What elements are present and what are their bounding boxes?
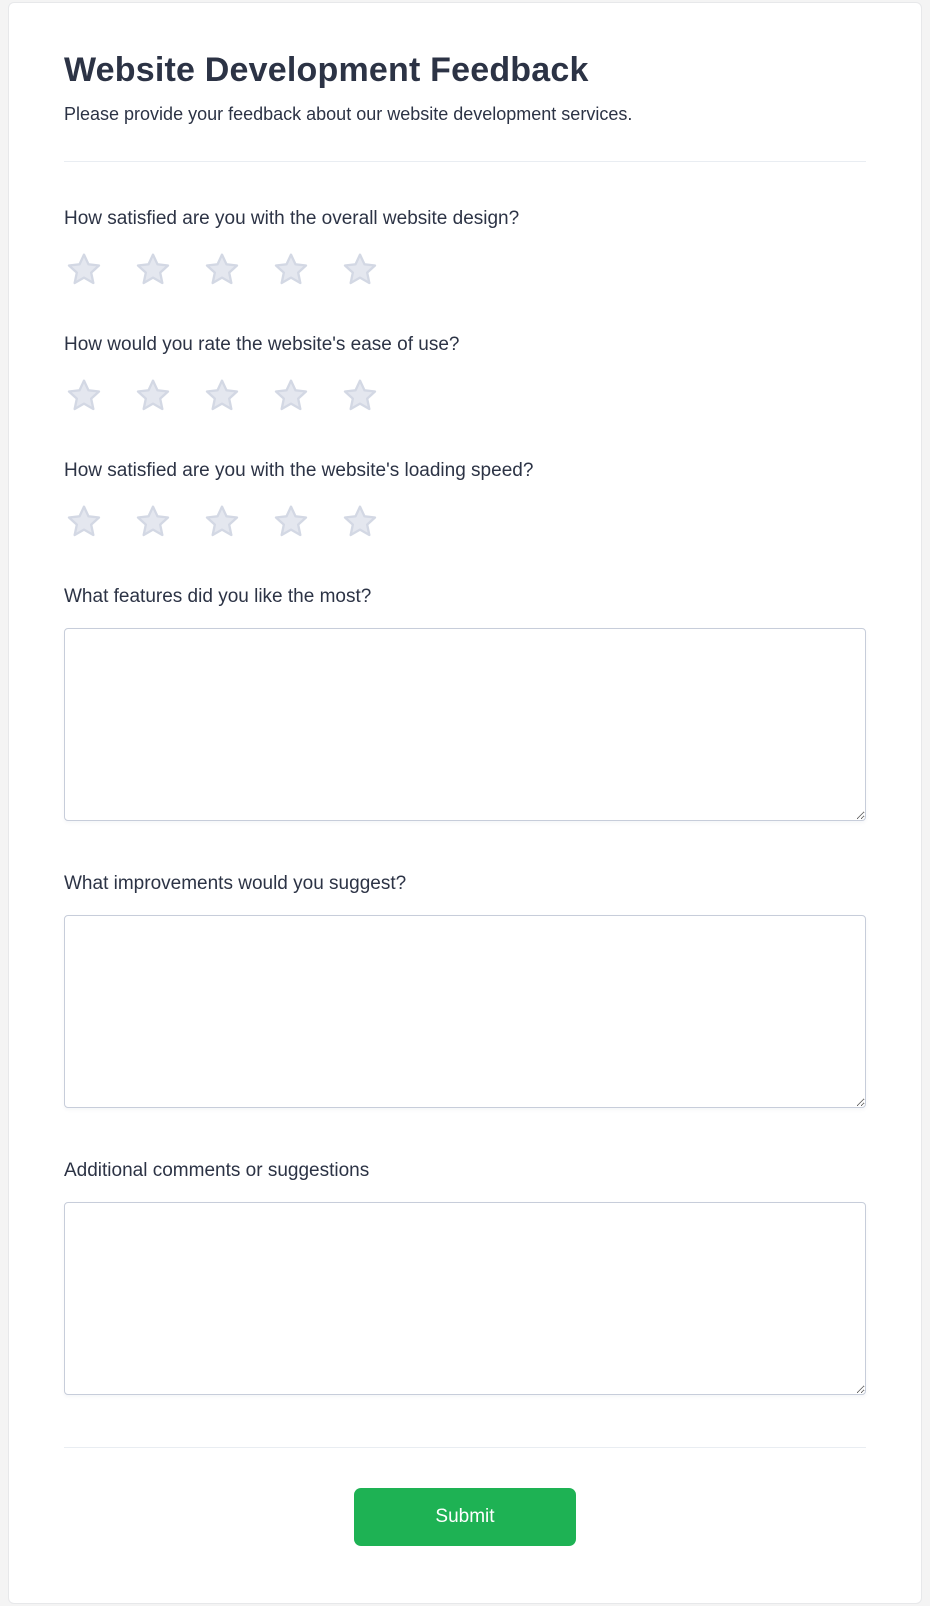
form-card — [8, 2, 922, 1604]
question-improvements — [64, 873, 866, 1108]
star-icon[interactable] — [133, 502, 173, 542]
star-icon[interactable] — [202, 376, 242, 416]
star-icon[interactable] — [340, 250, 380, 290]
question-label: How satisfied are you with the website's loading speed? — [64, 460, 534, 482]
star-icon[interactable] — [271, 502, 311, 542]
form-footer — [64, 1447, 866, 1594]
star-icon[interactable] — [271, 250, 311, 290]
star-rating-design — [64, 250, 866, 290]
star-icon[interactable] — [340, 376, 380, 416]
star-icon[interactable] — [133, 250, 173, 290]
submit-button[interactable]: Submit — [354, 1488, 576, 1546]
question-design-rating — [64, 208, 866, 290]
question-label: Additional comments or suggestions — [64, 1160, 370, 1182]
star-icon[interactable] — [64, 250, 104, 290]
question-label: What improvements would you suggest? — [64, 873, 407, 895]
star-icon[interactable] — [202, 502, 242, 542]
question-features — [64, 586, 866, 821]
star-icon[interactable] — [64, 376, 104, 416]
star-icon[interactable] — [133, 376, 173, 416]
star-rating-speed — [64, 502, 866, 542]
star-icon[interactable] — [271, 376, 311, 416]
star-icon[interactable] — [340, 502, 380, 542]
form-subtitle: Please provide your feedback about our website development services. — [64, 104, 633, 125]
improvements-textarea[interactable] — [64, 915, 866, 1108]
form-body — [64, 162, 866, 1395]
question-additional-comments — [64, 1160, 866, 1395]
question-label: How would you rate the website's ease of use? — [64, 334, 460, 356]
form-header — [64, 3, 866, 162]
form-title: Website Development Feedback — [64, 51, 589, 89]
star-rating-ease — [64, 376, 866, 416]
question-label: How satisfied are you with the overall website design? — [64, 208, 520, 230]
star-icon[interactable] — [64, 502, 104, 542]
question-ease-rating — [64, 334, 866, 416]
star-icon[interactable] — [202, 250, 242, 290]
question-label: What features did you like the most? — [64, 586, 372, 608]
features-textarea[interactable] — [64, 628, 866, 821]
additional-comments-textarea[interactable] — [64, 1202, 866, 1395]
question-speed-rating — [64, 460, 866, 542]
